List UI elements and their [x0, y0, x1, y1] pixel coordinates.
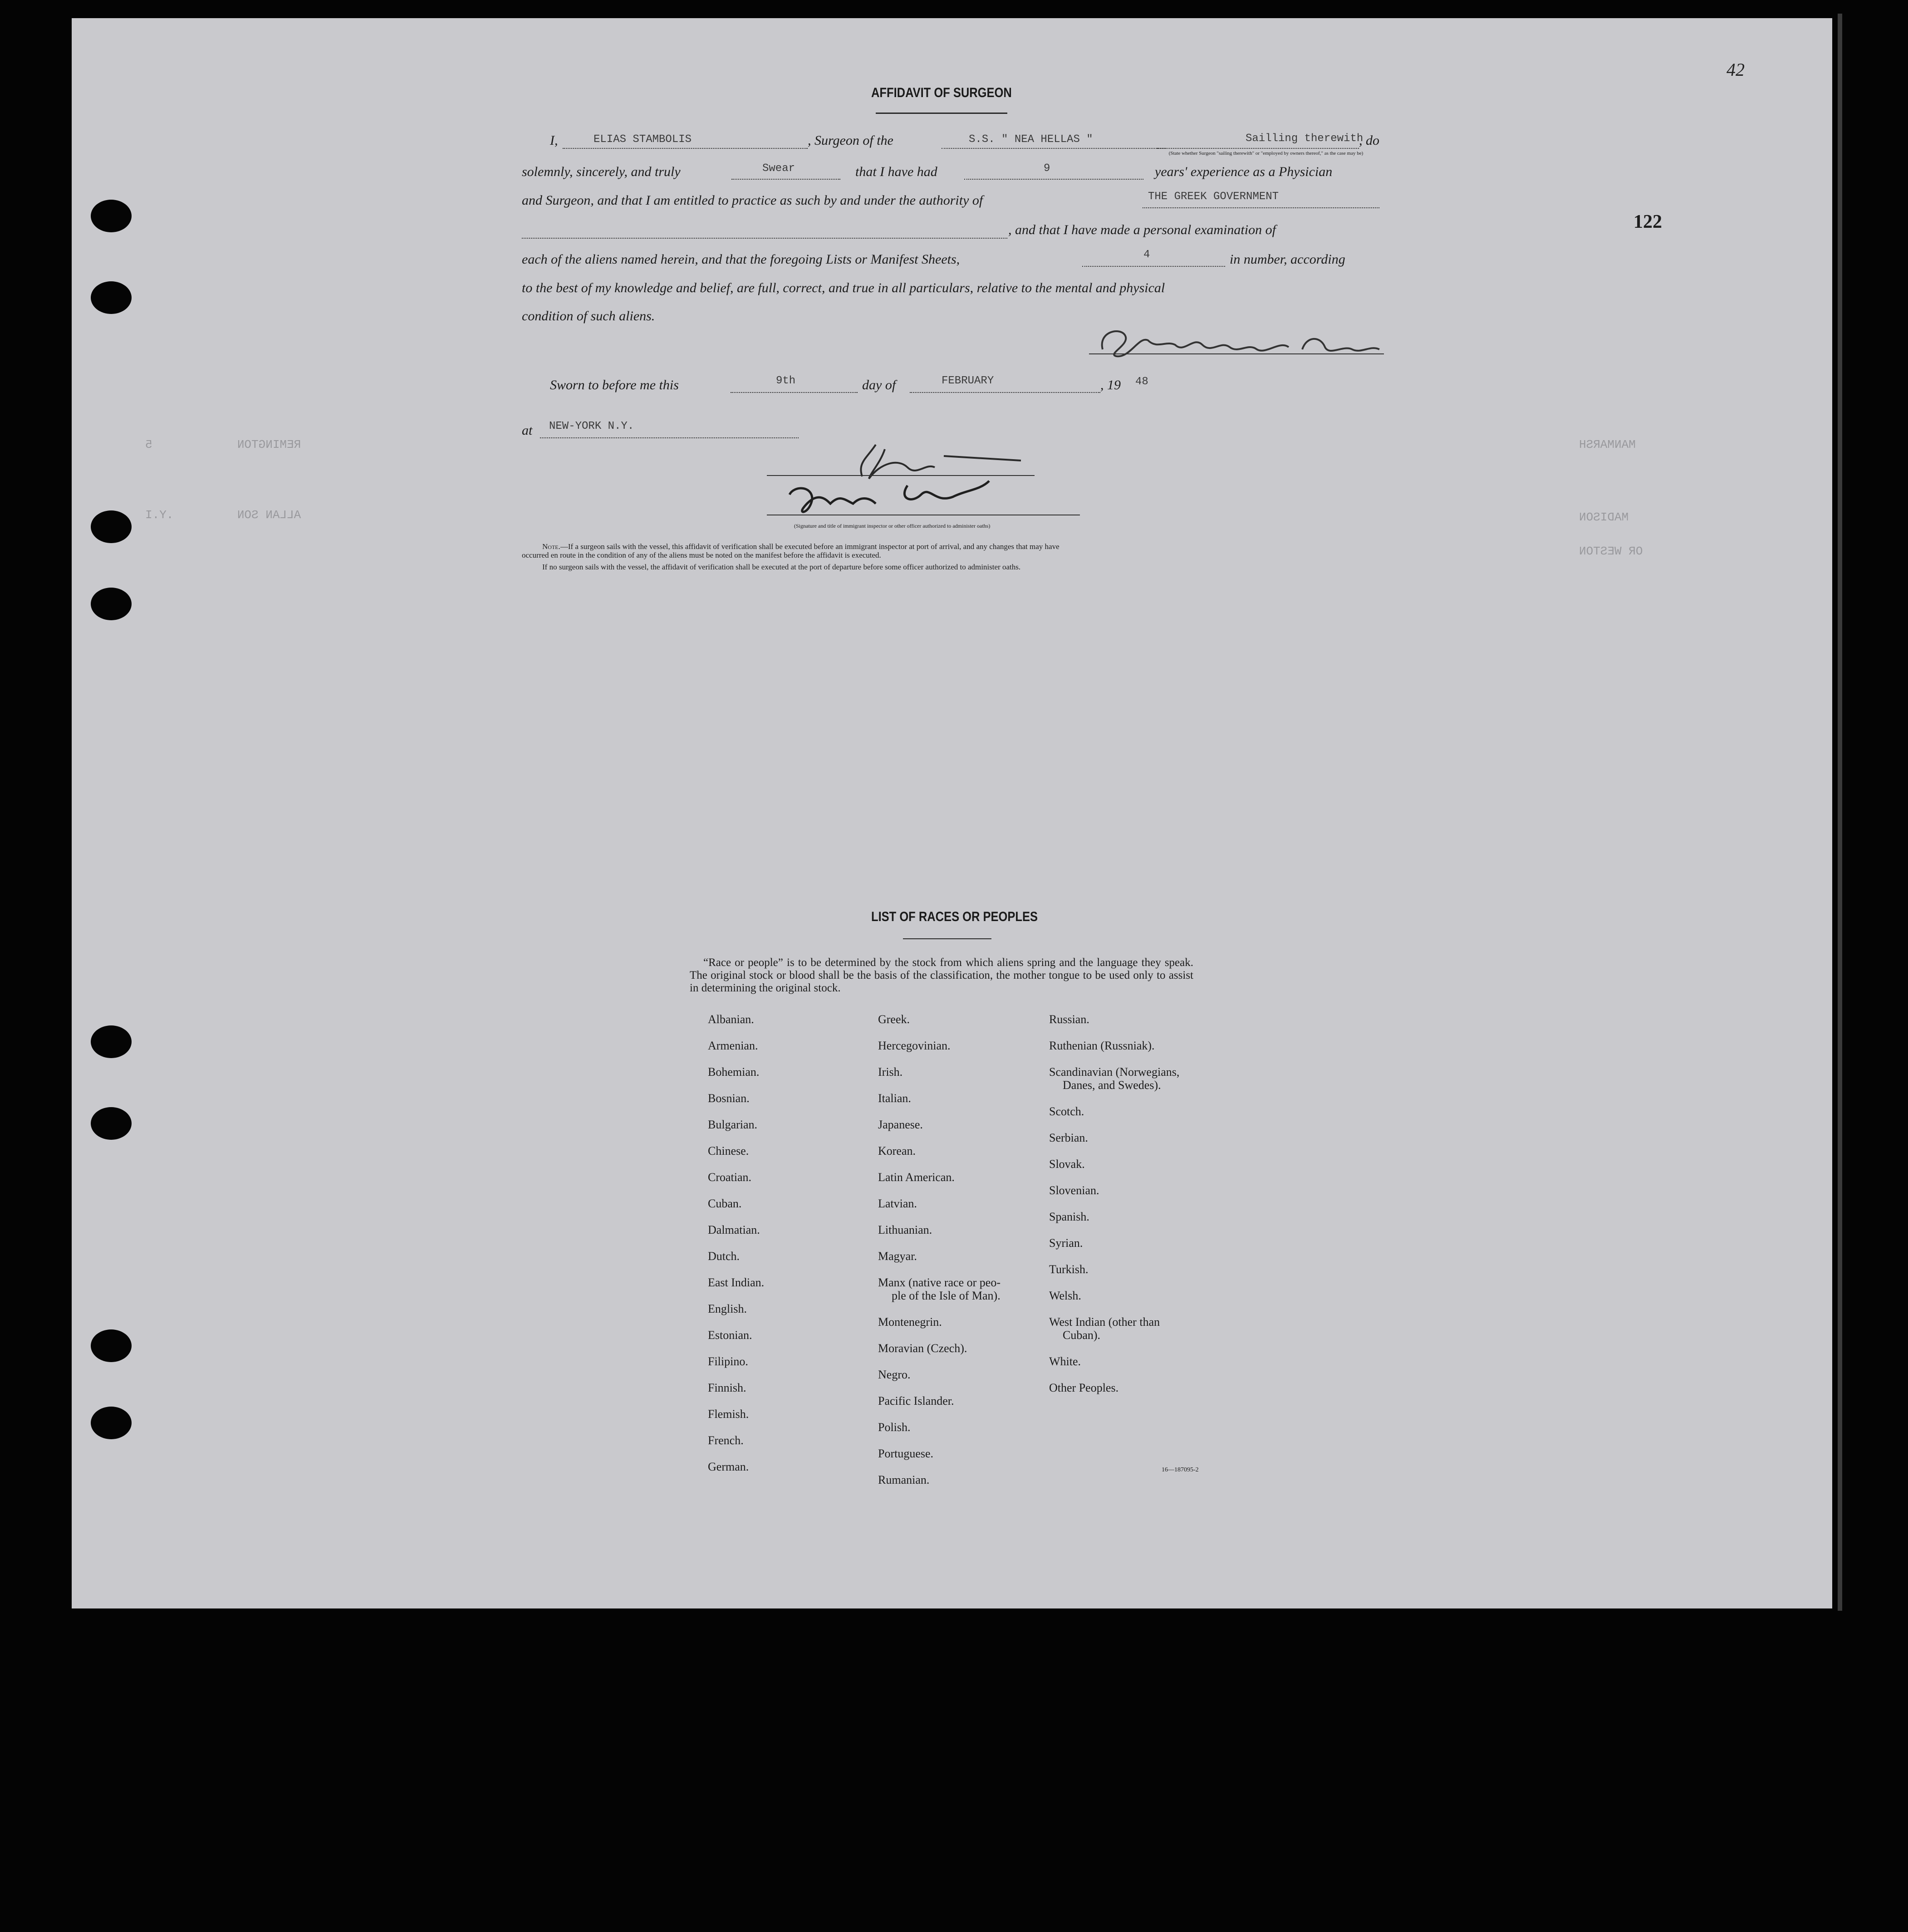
signature-caption: (Signature and title of immigrant inspector or other officer authorized to administer oaths) [794, 523, 991, 529]
race-item: Montenegrin. [878, 1315, 942, 1329]
race-item: German. [708, 1460, 749, 1473]
note-line-1 [542, 542, 1059, 551]
sworn-month-field [910, 377, 1100, 393]
race-item: West Indian (other than Cuban). [1049, 1315, 1160, 1342]
capacity-hint: (State whether Surgeon "sailing therewith" or "employed by owners thereof," as the case may be) [1168, 151, 1364, 156]
vessel-name: S.S. " NEA HELLAS " [969, 133, 1093, 146]
year-prefix: , 19 [1100, 378, 1121, 392]
race-item: Cuban. [708, 1197, 742, 1210]
races-title-underline [903, 938, 991, 939]
race-item: Pacific Islander. [878, 1394, 954, 1407]
affidavit-title: AFFIDAVIT OF SURGEON [871, 85, 1012, 100]
races-intro: “Race or people” is to be determined by the stock from which aliens spring and the language they speak. The original stock or blood shall be the basis of the classification, the mother tongue to be used only to assist in determining the original stock. [690, 956, 1193, 994]
binder-hole [91, 1329, 132, 1362]
race-item: Japanese. [878, 1118, 923, 1131]
race-item: Flemish. [708, 1407, 749, 1421]
race-item: Finnish. [708, 1381, 746, 1394]
bleed-through: MADISON [1579, 510, 1629, 524]
affidavit-prefix: I, [550, 133, 558, 148]
binder-hole [91, 510, 132, 543]
race-item: East Indian. [708, 1276, 765, 1289]
race-item: Spanish. [1049, 1210, 1089, 1223]
corner-mark: 42 [1727, 59, 1745, 80]
race-item: Rumanian. [878, 1473, 930, 1486]
line6-text: to the best of my knowledge and belief, are full, correct, and true in all particulars, relative to the mental and physical [522, 280, 1165, 295]
race-item: Slovenian. [1049, 1184, 1099, 1197]
race-item: Scandinavian (Norwegians, Danes, and Swedes). [1049, 1065, 1180, 1092]
race-item: Scotch. [1049, 1105, 1084, 1118]
race-item: Estonian. [708, 1329, 752, 1342]
race-item: Korean. [878, 1144, 916, 1157]
binder-hole [91, 1407, 132, 1439]
race-item: Negro. [878, 1368, 911, 1381]
years-field [964, 163, 1143, 180]
race-item: Bulgarian. [708, 1118, 758, 1131]
note-line-3: If no surgeon sails with the vessel, the affidavit of verification shall be executed at the port of departure before some officer authorized to administer oaths. [542, 563, 1021, 571]
at-label: at [522, 423, 533, 438]
race-item: Italian. [878, 1092, 911, 1105]
race-item: Armenian. [708, 1039, 758, 1052]
race-item: Dalmatian. [708, 1223, 760, 1236]
note-line-2: occurred en route in the condition of any of the aliens must be noted on the manifest before the affidavit is executed. [522, 551, 881, 559]
race-item: Lithuanian. [878, 1223, 932, 1236]
authority-continued-field [522, 222, 1007, 239]
bleed-through: OR WESTON [1579, 544, 1643, 558]
note-text-1: —If a surgeon sails with the vessel, this affidavit of verification shall be executed before an immigrant inspector at port of arrival, and any changes that may have [560, 542, 1059, 551]
form-number: 16—187095-2 [1162, 1466, 1199, 1473]
sheets-value: 4 [1143, 249, 1150, 261]
line2-prefix: solemnly, sincerely, and truly [522, 164, 681, 179]
day-of-label: day of [862, 378, 896, 392]
race-item: Croatian. [708, 1171, 752, 1184]
oath-value: Swear [762, 162, 795, 175]
race-item: Slovak. [1049, 1157, 1085, 1171]
binder-hole [91, 1107, 132, 1140]
race-item: Serbian. [1049, 1131, 1088, 1144]
place-value: NEW-YORK N.Y. [549, 420, 634, 432]
year-suffix: 48 [1135, 376, 1148, 388]
years-value: 9 [1044, 162, 1050, 175]
race-item: Albanian. [708, 1013, 754, 1026]
sworn-month: FEBRUARY [942, 375, 994, 387]
race-item: Latin American. [878, 1171, 955, 1184]
surgeon-capacity: Sailling therewith [1246, 132, 1364, 145]
line4-text: , and that I have made a personal examination of [1008, 222, 1276, 237]
surgeon-name: ELIAS STAMBOLIS [593, 133, 692, 146]
note-label: Note. [542, 542, 560, 551]
race-item: Welsh. [1049, 1289, 1081, 1302]
binder-hole [91, 281, 132, 314]
sworn-day: 9th [776, 375, 796, 387]
page-edge [1838, 14, 1842, 1611]
race-item: Syrian. [1049, 1236, 1083, 1250]
race-item: White. [1049, 1355, 1081, 1368]
race-item: Chinese. [708, 1144, 749, 1157]
race-item: Greek. [878, 1013, 910, 1026]
line7-text: condition of such aliens. [522, 309, 655, 324]
race-item: Polish. [878, 1421, 911, 1434]
race-item: Latvian. [878, 1197, 917, 1210]
binder-hole [91, 588, 132, 620]
races-title: LIST OF RACES OR PEOPLES [871, 909, 1038, 924]
affidavit-do: , do [1359, 133, 1379, 148]
race-item: Moravian (Czech). [878, 1342, 967, 1355]
race-item: Other Peoples. [1049, 1381, 1119, 1394]
race-item: Portuguese. [878, 1447, 934, 1460]
race-item: Manx (native race or peo- ple of the Isle of Man). [878, 1276, 1001, 1302]
surgeon-signature [1089, 318, 1384, 363]
race-item: Filipino. [708, 1355, 748, 1368]
race-item: Bohemian. [708, 1065, 760, 1079]
race-item: Turkish. [1049, 1263, 1089, 1276]
surgeon-of-label: , Surgeon of the [808, 133, 893, 148]
race-item: Bosnian. [708, 1092, 750, 1105]
inspector-signature [762, 436, 1080, 526]
race-item: Magyar. [878, 1250, 917, 1263]
title-underline [876, 113, 1007, 114]
binder-hole [91, 1025, 132, 1058]
race-item: Russian. [1049, 1013, 1089, 1026]
line3-text: and Surgeon, and that I am entitled to practice as such by and under the authority of [522, 193, 983, 208]
bleed-through: REMINGTON 5 [145, 438, 301, 451]
line5-prefix: each of the aliens named herein, and that the foregoing Lists or Manifest Sheets, [522, 252, 960, 267]
authority-value: THE GREEK GOVERNMENT [1148, 191, 1279, 203]
sheets-field [1082, 250, 1225, 267]
race-item: Dutch. [708, 1250, 740, 1263]
race-item: Irish. [878, 1065, 903, 1079]
bleed-through: MANMARSH [1579, 438, 1636, 451]
race-item: Hercegovinian. [878, 1039, 951, 1052]
line5-suffix: in number, according [1230, 252, 1345, 267]
race-item: English. [708, 1302, 747, 1315]
line2-suffix: years' experience as a Physician [1155, 164, 1333, 179]
page-number: 122 [1633, 211, 1662, 232]
race-item: Ruthenian (Russniak). [1049, 1039, 1155, 1052]
binder-hole [91, 200, 132, 232]
bleed-through: ALLAN SON .Y.I [145, 508, 301, 522]
sworn-prefix: Sworn to before me this [550, 378, 679, 392]
race-item: French. [708, 1434, 744, 1447]
line2-middle: that I have had [855, 164, 937, 179]
